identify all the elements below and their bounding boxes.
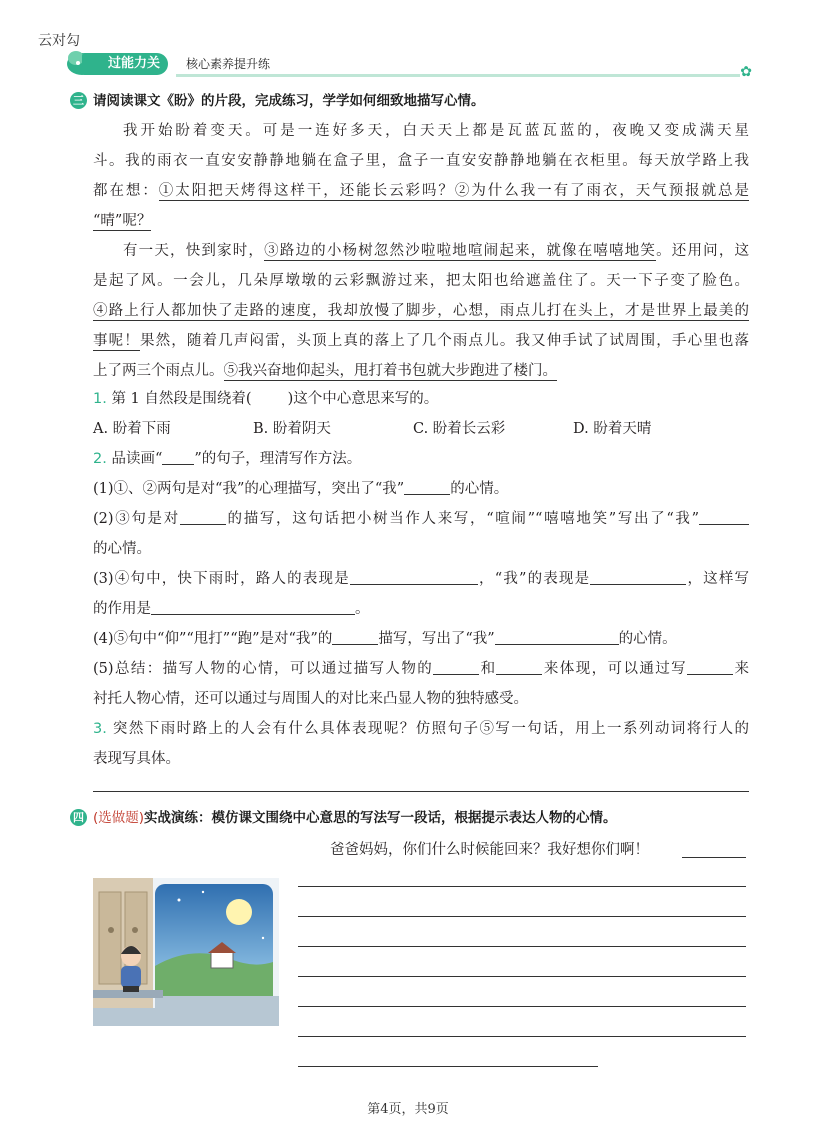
answer-blank[interactable] bbox=[151, 596, 355, 615]
option-c[interactable]: C. 盼着长云彩 bbox=[413, 421, 506, 437]
underlined-sentence: “晴”呢？ bbox=[93, 213, 152, 229]
question-2-2-cont bbox=[93, 534, 749, 564]
question-number: 2. bbox=[93, 451, 107, 467]
passage-line: 斗。我的雨衣一直安安静静地躺在盒子里，盒子一直安安静静地躺在衣柜里。每天放学路上我 bbox=[93, 153, 749, 169]
passage-line: 我开始盼着变天。可是一连好多天，白天天上都是瓦蓝瓦蓝的，夜晚又变成满天星 bbox=[123, 123, 749, 139]
question-text: 的描写，这句话把小树当作人来写，“喧闹”“嘻嘻地笑”写出了“我” bbox=[225, 511, 699, 527]
answer-blank[interactable] bbox=[433, 656, 479, 675]
answer-blank[interactable] bbox=[590, 566, 686, 585]
passage-text: 果然，随着几声闷雷，头顶上真的落上了几个雨点儿。我又伸手试了试周围，手心里也落 bbox=[139, 333, 749, 349]
question-text: 和 bbox=[479, 661, 497, 677]
question-text: ，“我”的表现是 bbox=[477, 571, 591, 587]
question-text: )这个中心意思来写的。 bbox=[287, 391, 439, 407]
question-text: 的作用是 bbox=[93, 601, 151, 617]
banner-subtitle: 核心素养提升练 bbox=[186, 57, 271, 71]
answer-blank[interactable] bbox=[350, 566, 478, 585]
underlined-sentence: ⑤我兴奋地仰起头，甩打着书包就大步跑进了楼门。 bbox=[223, 363, 557, 379]
underlined-sentence: ①太阳把天烤得这样干，还能长云彩吗？②为什么我一有了雨衣，天气预报就总是 bbox=[158, 183, 749, 199]
question-3 bbox=[93, 714, 749, 744]
question-text: 的心情。 bbox=[618, 631, 677, 647]
question-text: 突然下雨时路上的人会有什么具体表现呢？仿照句子⑤写一句话，用上一系列动词将行人的 bbox=[112, 721, 750, 737]
flower-icon: ✿ bbox=[740, 64, 752, 80]
writing-line[interactable] bbox=[298, 1006, 746, 1007]
passage-text: 都在想： bbox=[93, 183, 159, 199]
question-text: (5)总结：描写人物的心情，可以通过描写人物的 bbox=[93, 661, 434, 677]
question-text: 第 1 自然段是围绕着( bbox=[111, 391, 252, 407]
passage-line bbox=[93, 296, 749, 326]
passage-line bbox=[93, 206, 749, 236]
banner-title: 过能力关 bbox=[82, 53, 168, 75]
underlined-sentence: ③路边的小杨树忽然沙啦啦地喧闹起来，就像在嘻嘻地笑 bbox=[264, 243, 657, 259]
passage-line bbox=[93, 176, 749, 206]
answer-blank[interactable] bbox=[687, 656, 733, 675]
question-text: 来 bbox=[733, 661, 750, 677]
question-text: 的心情。 bbox=[93, 541, 151, 557]
answer-blank[interactable] bbox=[699, 506, 749, 525]
question-text: (2)③句是对 bbox=[93, 511, 180, 527]
moon-icon bbox=[226, 899, 252, 925]
passage-line bbox=[93, 326, 749, 356]
section4-title: 实战演练：模仿课文围绕中心意思的写法写一段话，根据提示表达人物的心情。 bbox=[144, 810, 617, 826]
section-banner bbox=[64, 52, 754, 82]
banner-rule bbox=[176, 74, 740, 77]
question-3-cont bbox=[93, 744, 749, 774]
option-a[interactable]: A. 盼着下雨 bbox=[93, 421, 171, 437]
writing-line[interactable] bbox=[298, 1036, 746, 1037]
question-text: ，这样写 bbox=[686, 571, 750, 587]
answer-blank[interactable] bbox=[252, 387, 288, 405]
question-text: 的心情。 bbox=[450, 481, 509, 497]
question-1 bbox=[93, 384, 749, 414]
question-1-options bbox=[93, 414, 749, 444]
question-text: (4)⑤句中“仰”“甩打”“跑”是对“我”的 bbox=[93, 631, 333, 647]
passage-text: 。还用问，这 bbox=[656, 243, 749, 259]
question-number: 1. bbox=[93, 391, 107, 407]
question-text: 。 bbox=[355, 601, 370, 617]
question-text: 品读画“ bbox=[111, 451, 163, 467]
question-text: ”的句子，理清写作方法。 bbox=[194, 451, 362, 467]
passage-text: 有一天，快到家时， bbox=[123, 243, 265, 259]
writing-line[interactable] bbox=[298, 916, 746, 917]
answer-blank[interactable] bbox=[404, 476, 450, 495]
answer-line[interactable] bbox=[93, 791, 749, 792]
question-text: 来体现，可以通过写 bbox=[542, 661, 688, 677]
question-text: 表现写具体。 bbox=[93, 751, 180, 767]
question-text: (3)④句中，快下雨时，路人的表现是 bbox=[93, 571, 350, 587]
night-scene-illustration bbox=[93, 878, 279, 1026]
section3-number-badge: 三 bbox=[70, 92, 87, 109]
writing-line[interactable] bbox=[298, 1066, 598, 1067]
optional-tag: (选做题) bbox=[93, 810, 145, 826]
question-2-3-cont bbox=[93, 594, 749, 624]
section4-title-row bbox=[70, 806, 617, 826]
passage-line bbox=[93, 236, 749, 266]
underlined-sentence: ④路上行人都加快了走路的速度，我却放慢了脚步，心想，雨点儿打在头上，才是世界上最美的 bbox=[93, 303, 749, 319]
passage-line: 是起了风。一会儿，几朵厚墩墩的云彩飘游过来，把太阳也给遮盖住了。天一下子变了脸色。 bbox=[93, 273, 749, 289]
page-footer: 第4页，共9页 bbox=[367, 1102, 449, 1117]
writing-line[interactable] bbox=[298, 946, 746, 947]
section3-title: 请阅读课文《盼》的片段，完成练习，学学如何细致地描写心情。 bbox=[93, 93, 485, 109]
question-text: 描写，写出了“我” bbox=[378, 631, 495, 647]
question-2-2 bbox=[93, 504, 749, 534]
section3-title-row bbox=[70, 89, 485, 109]
question-text: 衬托人物心情，还可以通过与周围人的对比来凸显人物的独特感受。 bbox=[93, 691, 528, 707]
question-2-5-cont bbox=[93, 684, 749, 714]
passage-text: 上了两三个雨点儿。 bbox=[93, 363, 224, 379]
underline-sample bbox=[162, 446, 194, 465]
option-b[interactable]: B. 盼着阴天 bbox=[253, 421, 331, 437]
answer-blank[interactable] bbox=[180, 506, 226, 525]
reading-passage bbox=[93, 116, 749, 386]
question-number: 3. bbox=[93, 721, 107, 737]
question-2-3 bbox=[93, 564, 749, 594]
answer-blank[interactable] bbox=[495, 626, 619, 645]
section4-number-badge: 四 bbox=[70, 809, 87, 826]
answer-blank[interactable] bbox=[496, 656, 542, 675]
passage-line bbox=[93, 356, 749, 386]
question-2-4 bbox=[93, 624, 749, 654]
writing-prompt: 爸爸妈妈，你们什么时候能回来？我好想你们啊！ bbox=[330, 842, 649, 858]
underlined-sentence: 事呢！ bbox=[93, 333, 140, 349]
answer-line[interactable] bbox=[682, 857, 746, 858]
questions-block bbox=[93, 384, 749, 774]
writing-line[interactable] bbox=[298, 976, 746, 977]
brand-logo-text: 云对勾 bbox=[38, 33, 80, 49]
question-2-1 bbox=[93, 474, 749, 504]
question-2-5 bbox=[93, 654, 749, 684]
writing-line[interactable] bbox=[298, 886, 746, 887]
answer-blank[interactable] bbox=[332, 626, 378, 645]
question-text: (1)①、②两句是对“我”的心理描写，突出了“我” bbox=[93, 481, 405, 497]
question-2 bbox=[93, 444, 749, 474]
option-d[interactable]: D. 盼着天晴 bbox=[573, 421, 652, 437]
